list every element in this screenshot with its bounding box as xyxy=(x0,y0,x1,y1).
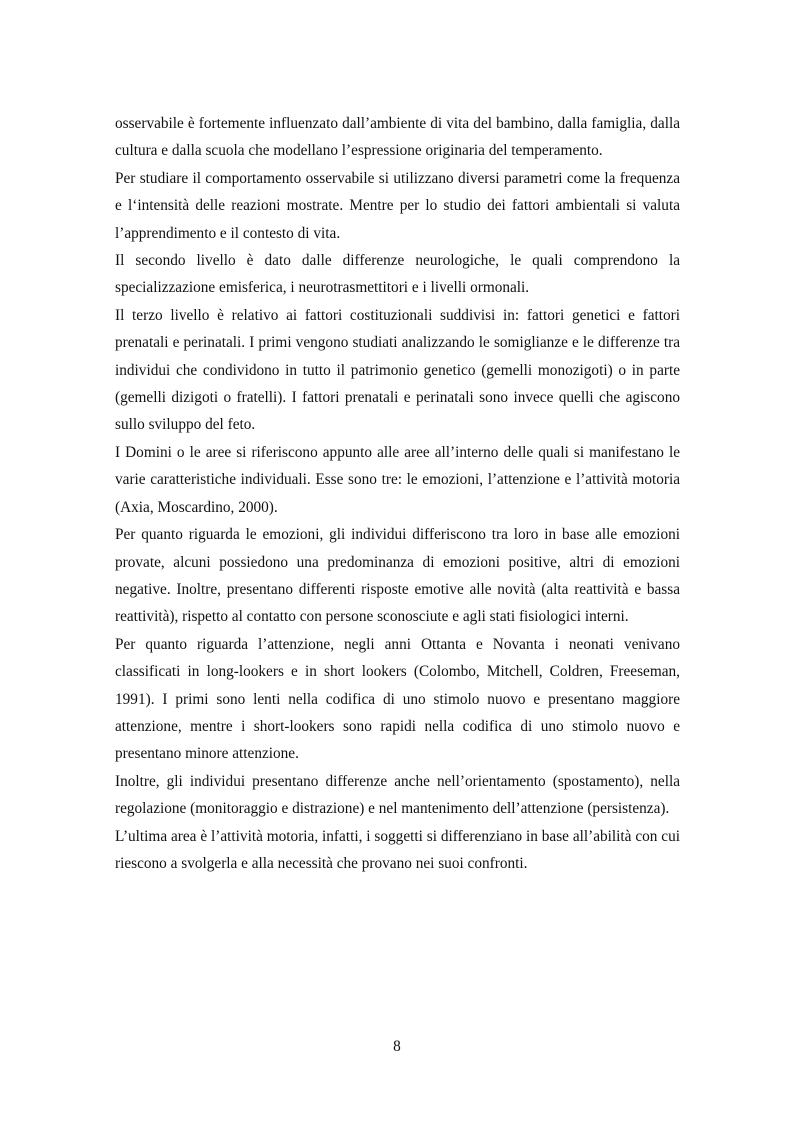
paragraph: Per quanto riguarda l’attenzione, negli anni Ottanta e Novanta i neonati venivano classificati in long-lookers e in short lookers (Colombo, Mitchell, Coldren, Freeseman, 1991). I primi sono lenti nella codifica di uno stimolo nuovo e presentano maggiore attenzione, mentre i short-lookers sono rapidi nella codifica di uno stimolo nuovo e presentano minore attenzione. xyxy=(115,635,680,763)
paragraph: L’ultima area è l’attività motoria, infatti, i soggetti si differenziano in base all’abilità con cui riescono a svolgerla e alla necessità che provano nei suoi confronti. xyxy=(115,827,680,872)
paragraph: Il secondo livello è dato dalle differenze neurologiche, le quali comprendono la specializzazione emisferica, i neurotrasmettitori e i livelli ormonali. xyxy=(115,252,680,297)
paragraph: Per studiare il comportamento osservabile si utilizzano diversi parametri come la frequenza e l‘intensità delle reazioni mostrate. Mentre per lo studio dei fattori ambientali si valuta l’apprendimento e il contesto di vita. xyxy=(115,169,680,242)
document-body xyxy=(115,110,680,877)
paragraph: Per quanto riguarda le emozioni, gli individui differiscono tra loro in base alle emozioni provate, alcuni possiedono una predominanza di emozioni positive, altri di emozioni negative. Inoltre, presentano differenti risposte emotive alle novità (alta reattività e bassa reattività), rispetto al contatto con persone sconosciute e agli stati fisiologici interni. xyxy=(115,526,680,626)
paragraph: Inoltre, gli individui presentano differenze anche nell’orientamento (spostamento), nella regolazione (monitoraggio e distrazione) e nel mantenimento dell’attenzione (persistenza). xyxy=(115,772,680,818)
paragraph: I Domini o le aree si riferiscono appunto alle aree all’interno delle quali si manifestano le varie caratteristiche individuali. Esse sono tre: le emozioni, l’attenzione e l’attività motoria (Axia, Moscardino, 2000). xyxy=(115,443,680,516)
paragraph: osservabile è fortemente influenzato dall’ambiente di vita del bambino, dalla famiglia, dalla cultura e dalla scuola che modellano l’espressione originaria del temperamento. xyxy=(115,115,680,160)
page-number: 8 xyxy=(393,1038,401,1055)
paragraph: Il terzo livello è relativo ai fattori costituzionali suddivisi in: fattori genetici e fattori prenatali e perinatali. I primi vengono studiati analizzando le somiglianze e le differenze tra individui che condividono in tutto il patrimonio genetico (gemelli monozigoti) o in parte (gemelli dizigoti o fratelli). I fattori prenatali e perinatali sono invece quelli che agiscono sullo sviluppo del feto. xyxy=(115,306,680,434)
